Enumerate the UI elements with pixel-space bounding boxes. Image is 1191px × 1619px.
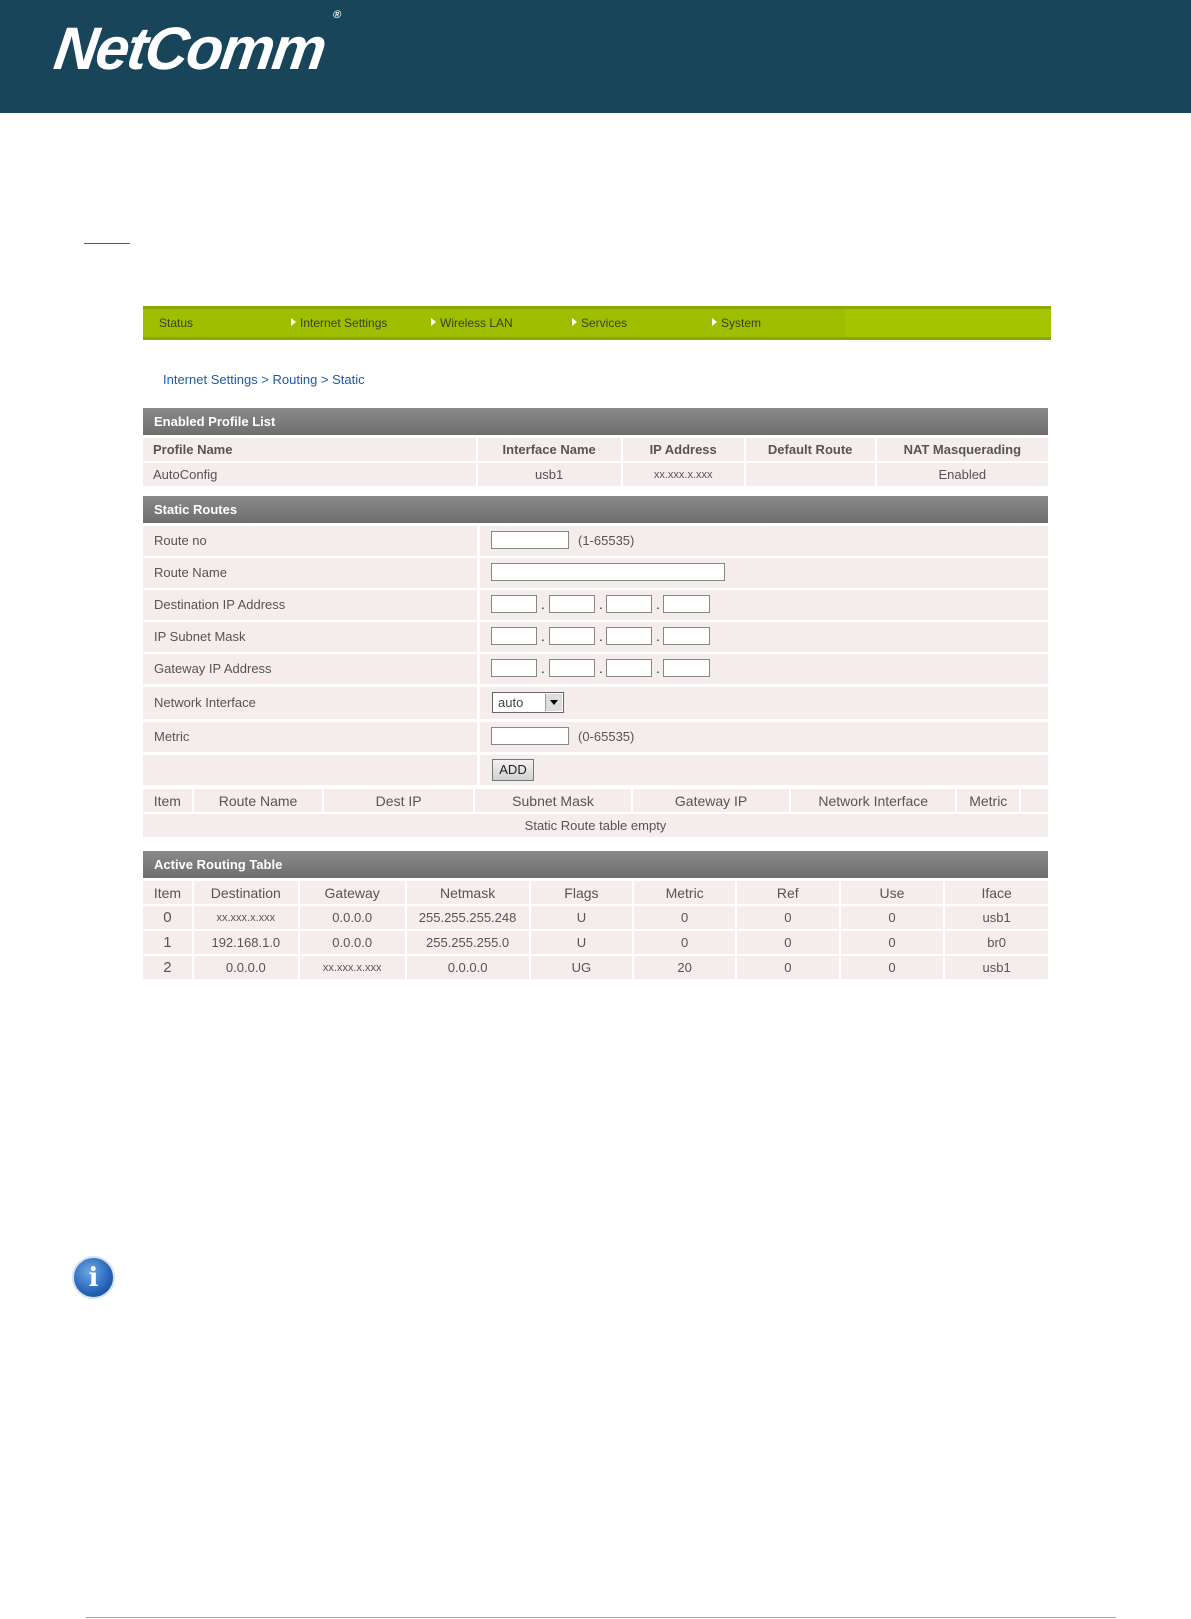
add-button[interactable]: ADD (492, 759, 534, 781)
table-header-row (143, 881, 1048, 904)
iface-label: Network Interface (143, 687, 477, 719)
subnet-octet-2[interactable] (549, 627, 595, 645)
breadcrumb[interactable]: Internet Settings > Routing > Static (163, 372, 365, 387)
col-header: Gateway (300, 881, 405, 904)
arrow-right-icon (712, 318, 717, 326)
cell: xx.xxx.x.xxx (623, 463, 744, 486)
route-name-input[interactable] (491, 563, 725, 581)
short-rule (84, 243, 130, 244)
col-header: Item (143, 881, 192, 904)
cell: usb1 (478, 463, 621, 486)
route-no-input[interactable] (491, 531, 569, 549)
subnet-label: IP Subnet Mask (143, 622, 477, 652)
nav-internet-settings[interactable]: Internet Settings (291, 309, 387, 337)
add-row (143, 755, 1048, 785)
cell: 0 (841, 956, 944, 979)
iface-row (143, 687, 1048, 719)
cell: Enabled (877, 463, 1048, 486)
dest-ip-octet-4[interactable] (663, 595, 710, 613)
table-row (143, 906, 1048, 929)
dest-ip-octet-3[interactable] (606, 595, 652, 613)
route-no-hint: (1-65535) (578, 533, 635, 548)
footer-rule (86, 1617, 1116, 1618)
cell: 192.168.1.0 (194, 931, 298, 954)
col-header: Metric (634, 881, 735, 904)
col-header: Ref (737, 881, 839, 904)
subnet-octet-1[interactable] (491, 627, 537, 645)
gateway-octet-4[interactable] (663, 659, 710, 677)
route-no-label: Route no (143, 526, 477, 556)
page-header (0, 0, 1191, 113)
col-header: Interface Name (478, 438, 621, 461)
col-header: Profile Name (143, 438, 476, 461)
route-name-label: Route Name (143, 558, 477, 588)
cell: 20 (634, 956, 735, 979)
subnet-octet-3[interactable] (606, 627, 652, 645)
info-icon: i (72, 1256, 115, 1299)
metric-row (143, 722, 1048, 752)
dest-ip-label: Destination IP Address (143, 590, 477, 620)
dest-ip-octet-2[interactable] (549, 595, 595, 613)
cell: 0 (634, 906, 735, 929)
netcomm-logo: NetComm ® (50, 9, 343, 82)
table-row (143, 463, 1048, 486)
dest-ip-octet-1[interactable] (491, 595, 537, 613)
cell: usb1 (945, 906, 1048, 929)
cell: xx.xxx.x.xxx (300, 956, 405, 979)
cell: 0.0.0.0 (407, 956, 529, 979)
cell: xx.xxx.x.xxx (194, 906, 298, 929)
arrow-right-icon (431, 318, 436, 326)
profile-table (141, 436, 1050, 488)
gateway-row: Gateway IP Address . . . (143, 654, 1048, 684)
cell: AutoConfig (143, 463, 476, 486)
top-nav (143, 306, 1051, 340)
col-header: Metric (957, 789, 1019, 812)
gateway-label: Gateway IP Address (143, 654, 477, 684)
cell: usb1 (945, 956, 1048, 979)
gateway-octet-3[interactable] (606, 659, 652, 677)
col-header: Route Name (194, 789, 323, 812)
nav-system[interactable]: System (712, 309, 761, 337)
cell: 0 (143, 906, 192, 929)
arrow-right-icon (291, 318, 296, 326)
routing-table-title: Active Routing Table (143, 851, 1048, 878)
table-row (143, 931, 1048, 954)
col-header: Flags (531, 881, 633, 904)
cell: 0 (841, 931, 944, 954)
cell: 2 (143, 956, 192, 979)
cell: 0 (841, 906, 944, 929)
subnet-row: IP Subnet Mask . . . (143, 622, 1048, 652)
col-header: NAT Masquerading (877, 438, 1048, 461)
arrow-right-icon (572, 318, 577, 326)
dest-ip-row: Destination IP Address . . . (143, 590, 1048, 620)
nav-services[interactable]: Services (572, 309, 627, 337)
cell: UG (531, 956, 633, 979)
metric-hint: (0-65535) (578, 729, 635, 744)
route-no-row (143, 526, 1048, 556)
cell: 0 (634, 931, 735, 954)
cell: 1 (143, 931, 192, 954)
cell: 0 (737, 931, 839, 954)
table-row (143, 956, 1048, 979)
static-route-table (141, 787, 1050, 839)
col-header: Netmask (407, 881, 529, 904)
col-header: Item (143, 789, 192, 812)
col-header: Iface (945, 881, 1048, 904)
empty-table-message: Static Route table empty (143, 814, 1048, 837)
col-header: Subnet Mask (475, 789, 631, 812)
cell: 0.0.0.0 (194, 956, 298, 979)
col-header: Use (841, 881, 944, 904)
col-header: Destination (194, 881, 298, 904)
col-header: IP Address (623, 438, 744, 461)
metric-label: Metric (143, 722, 477, 752)
cell: 255.255.255.248 (407, 906, 529, 929)
cell (746, 463, 875, 486)
static-routes-title: Static Routes (143, 496, 1048, 523)
cell: U (531, 931, 633, 954)
cell: br0 (945, 931, 1048, 954)
col-header: Gateway IP (633, 789, 789, 812)
col-header: Dest IP (324, 789, 472, 812)
col-header: Default Route (746, 438, 875, 461)
gateway-octet-2[interactable] (549, 659, 595, 677)
chevron-down-icon[interactable] (545, 694, 562, 711)
cell: 0.0.0.0 (300, 906, 405, 929)
nav-status[interactable]: Status (159, 316, 194, 330)
routing-table (141, 879, 1050, 981)
subnet-octet-4[interactable] (663, 627, 710, 645)
metric-input[interactable] (491, 727, 569, 745)
cell: 0 (737, 906, 839, 929)
cell: 0.0.0.0 (300, 931, 405, 954)
network-interface-select[interactable]: auto (492, 692, 564, 713)
cell: 255.255.255.0 (407, 931, 529, 954)
nav-wireless-lan[interactable]: Wireless LAN (431, 309, 513, 337)
cell: U (531, 906, 633, 929)
profile-list-title: Enabled Profile List (143, 408, 1048, 435)
cell: 0 (737, 956, 839, 979)
col-header: Network Interface (791, 789, 956, 812)
router-ui (143, 306, 1051, 976)
gateway-octet-1[interactable] (491, 659, 537, 677)
route-name-row (143, 558, 1048, 588)
